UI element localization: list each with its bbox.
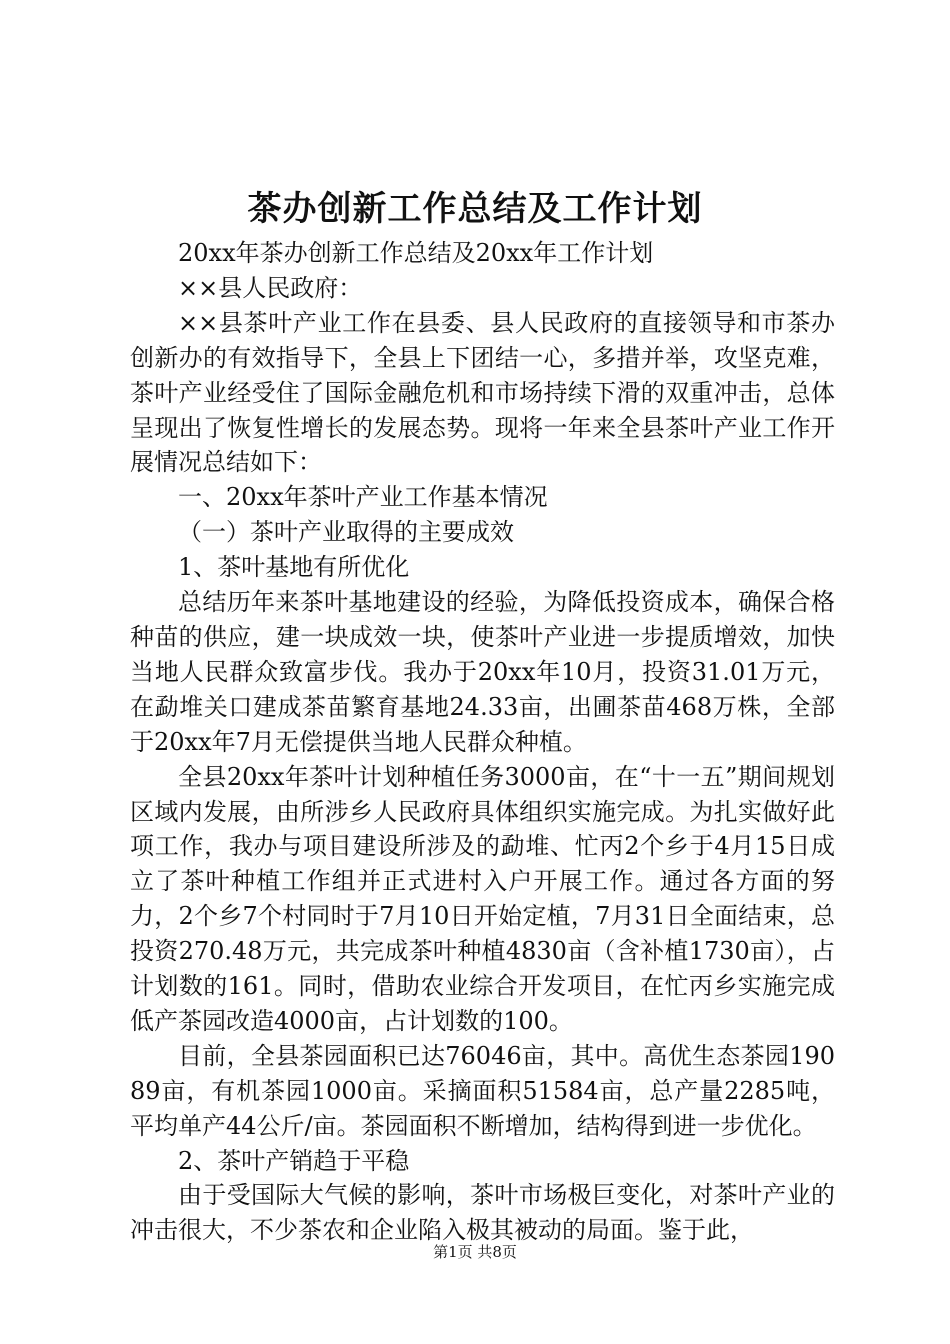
paragraph-market: 由于受国际大气候的影响，茶叶市场极巨变化，对茶叶产业的冲击很大，不少茶农和企业陷入极其被动的局面。鉴于此， — [130, 1181, 835, 1245]
paragraph-addressee: ××县人民政府： — [178, 273, 363, 302]
document-body — [130, 236, 835, 1248]
document-title: 茶办创新工作总结及工作计划 — [247, 189, 703, 229]
paragraph-nursery: 总结历年来茶叶基地建设的经验，为降低投资成本，确保合格种苗的供应，建一块成效一块，使茶叶产业进一步提质增效，加快当地人民群众致富步伐。我办于20xx年10月，投资31.01万元，在勐堆关口建成茶苗繁育基地24.33亩，出圃茶苗468万株，全部于20xx年7月无偿提供当地人民群众种植。 — [130, 588, 835, 756]
heading-item-1: 1、茶叶基地有所优化 — [178, 553, 410, 582]
heading-item-2: 2、茶叶产销趋于平稳 — [178, 1146, 410, 1175]
paragraph-subtitle: 20xx年茶办创新工作总结及20xx年工作计划 — [178, 239, 654, 267]
heading-subsection-1: （一）茶叶产业取得的主要成效 — [178, 518, 514, 547]
heading-section-1: 一、20xx年茶叶产业工作基本情况 — [178, 483, 548, 512]
paragraph-intro: ××县茶叶产业工作在县委、县人民政府的直接领导和市茶办创新办的有效指导下，全县上下团结一心，多措并举，攻坚克难，茶叶产业经受住了国际金融危机和市场持续下滑的双重冲击，总体呈现出了恢复性增长的发展态势。现将一年来全县茶叶产业工作开展情况总结如下： — [130, 308, 835, 477]
paragraph-planting: 全县20xx年茶叶计划种植任务3000亩，在“十一五”期间规划区域内发展，由所涉乡人民政府具体组织实施完成。为扎实做好此项工作，我办与项目建设所涉及的勐堆、忙丙2个乡于4月15日成立了茶叶种植工作组并正式进村入户开展工作。通过各方面的努力，2个乡7个村同时于7月10日开始定植，7月31日全面结束，总投资270.48万元，共完成茶叶种植4830亩（含补植1730亩），占计划数的161。同时，借助农业综合开发项目，在忙丙乡实施完成低产茶园改造4000亩，占计划数的100。 — [130, 762, 835, 1035]
page-footer: 第1页 共8页 — [433, 1243, 517, 1261]
paragraph-area: 目前，全县茶园面积已达76046亩，其中。高优生态茶园19089亩，有机茶园1000亩。采摘面积51584亩，总产量2285吨，平均单产44公斤/亩。茶园面积不断增加，结构得到进一步优化。 — [130, 1041, 835, 1140]
